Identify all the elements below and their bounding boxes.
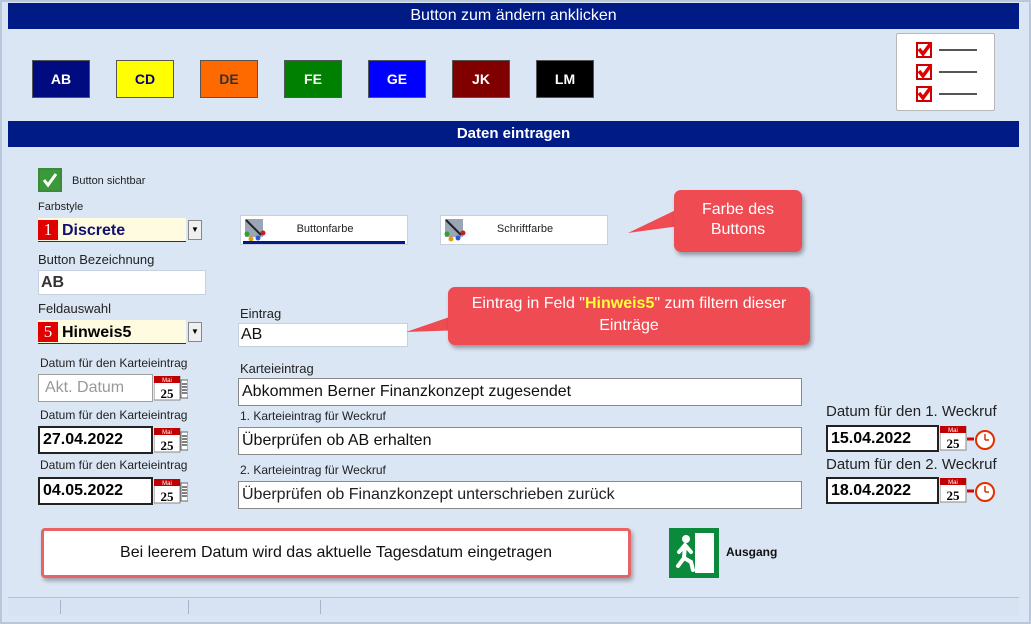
button-bezeichnung-field[interactable]: AB: [38, 270, 206, 295]
calendar-month: Mai: [948, 428, 958, 434]
weckruf2-field[interactable]: Überprüfen ob Finanzkonzept unterschrieben zurück: [238, 481, 802, 509]
color-button-label: JK: [472, 71, 490, 87]
color-button-label: FE: [304, 71, 322, 87]
calendar-month: Mai: [162, 378, 172, 384]
calendar-month: Mai: [162, 430, 172, 436]
callout-button-color-text: Farbe des Buttons: [701, 201, 775, 238]
weckruf2-date-field[interactable]: 18.04.2022: [826, 477, 939, 504]
eintrag-label: Eintrag: [240, 306, 282, 321]
date-field-current[interactable]: Akt. Datum: [38, 374, 153, 402]
header-title: Button zum ändern anklicken: [410, 7, 617, 24]
color-button-de[interactable]: [200, 60, 258, 98]
weckruf2-date-label: Datum für den 2. Weckruf: [826, 456, 997, 473]
checkmark-icon: [40, 170, 60, 190]
weckruf1-date-field[interactable]: 15.04.2022: [826, 425, 939, 452]
callout-filter-text: Eintrag in Feld ": [471, 295, 585, 312]
color-button-lm[interactable]: [536, 60, 594, 98]
color-button-label: DE: [219, 71, 239, 87]
farbstyle-number: 1: [38, 220, 58, 240]
calendar-month: Mai: [162, 481, 172, 487]
eintrag-field[interactable]: AB: [238, 323, 408, 347]
checklist-button[interactable]: [896, 33, 995, 111]
status-bar: [8, 597, 1019, 616]
calendar-icon[interactable]: [154, 428, 188, 454]
color-button-fe[interactable]: [284, 60, 342, 98]
dropdown-arrow-icon[interactable]: ▼: [188, 220, 202, 240]
weckruf2-label: 2. Karteieintrag für Weckruf: [240, 463, 386, 477]
header-bar: [8, 3, 1019, 29]
color-button-jk[interactable]: [452, 60, 510, 98]
callout-filter: [448, 287, 810, 345]
dropdown-arrow-icon[interactable]: ▼: [188, 322, 202, 342]
color-button-ge[interactable]: [368, 60, 426, 98]
color-button-label: GE: [386, 71, 408, 87]
checklist-icon: [897, 34, 994, 110]
section-title: Daten eintragen: [456, 125, 571, 142]
visible-checkbox[interactable]: [38, 168, 62, 192]
empty-date-note-text: Bei leerem Datum wird das aktuelle Tagesdatum eingetragen: [120, 544, 552, 561]
schriftfarbe-button[interactable]: [440, 215, 608, 245]
farbstyle-value: Discrete: [62, 222, 126, 239]
color-button-ab[interactable]: [32, 60, 90, 98]
calendar-day: 25: [946, 488, 960, 503]
calendar-icon[interactable]: [154, 479, 188, 505]
buttonfarbe-button[interactable]: [240, 215, 408, 245]
feldauswahl-dropdown[interactable]: [38, 320, 186, 344]
calendar-day: 25: [160, 386, 174, 401]
calendar-day: 25: [160, 438, 174, 453]
calendar-month: Mai: [948, 480, 958, 486]
date-label: Datum für den Karteieintrag: [40, 356, 188, 370]
weckruf1-date-label: Datum für den 1. Weckruf: [826, 403, 997, 420]
empty-date-note: [41, 528, 631, 578]
alarm-calendar-icon[interactable]: [940, 478, 996, 504]
callout-filter-text: " zum filtern dieser Einträge: [599, 295, 787, 334]
color-button-label: AB: [50, 71, 72, 87]
date-label: Datum für den Karteieintrag: [40, 408, 188, 422]
calendar-day: 25: [946, 436, 960, 451]
weckruf1-label: 1. Karteieintrag für Weckruf: [240, 409, 386, 423]
farbstyle-label: Farbstyle: [38, 201, 84, 213]
weckruf1-field[interactable]: Überprüfen ob AB erhalten: [238, 427, 802, 455]
date-field-2[interactable]: 04.05.2022: [38, 477, 153, 505]
button-bezeichnung-label: Button Bezeichnung: [38, 252, 155, 267]
exit-button[interactable]: [669, 528, 719, 578]
callout-button-color: [674, 190, 802, 252]
color-button-label: LM: [554, 71, 576, 87]
karteieintrag-field[interactable]: Abkommen Berner Finanzkonzept zugesendet: [238, 378, 802, 406]
feldauswahl-value: Hinweis5: [62, 324, 132, 341]
date-field-1[interactable]: 27.04.2022: [38, 426, 153, 454]
status-divider: [60, 600, 61, 614]
schriftfarbe-label: Schriftfarbe: [496, 223, 554, 235]
callout-filter-highlight: Hinweis5: [584, 295, 655, 312]
alarm-calendar-icon[interactable]: [940, 426, 996, 452]
buttonfarbe-label: Buttonfarbe: [296, 223, 354, 235]
exit-icon: [669, 528, 719, 578]
color-button-cd[interactable]: [116, 60, 174, 98]
exit-label: Ausgang: [726, 545, 778, 559]
feldauswahl-number: 5: [38, 322, 58, 342]
calendar-icon[interactable]: [154, 376, 188, 402]
status-divider: [320, 600, 321, 614]
feldauswahl-label: Feldauswahl: [38, 301, 111, 316]
karteieintrag-label: Karteieintrag: [240, 361, 314, 376]
calendar-day: 25: [160, 489, 174, 504]
color-preview-bar: [243, 241, 405, 244]
section-bar: [8, 121, 1019, 147]
visible-checkbox-label: Button sichtbar: [72, 175, 146, 187]
date-label: Datum für den Karteieintrag: [40, 458, 188, 472]
farbstyle-dropdown[interactable]: [38, 218, 186, 242]
color-button-label: CD: [134, 71, 156, 87]
status-divider: [188, 600, 189, 614]
